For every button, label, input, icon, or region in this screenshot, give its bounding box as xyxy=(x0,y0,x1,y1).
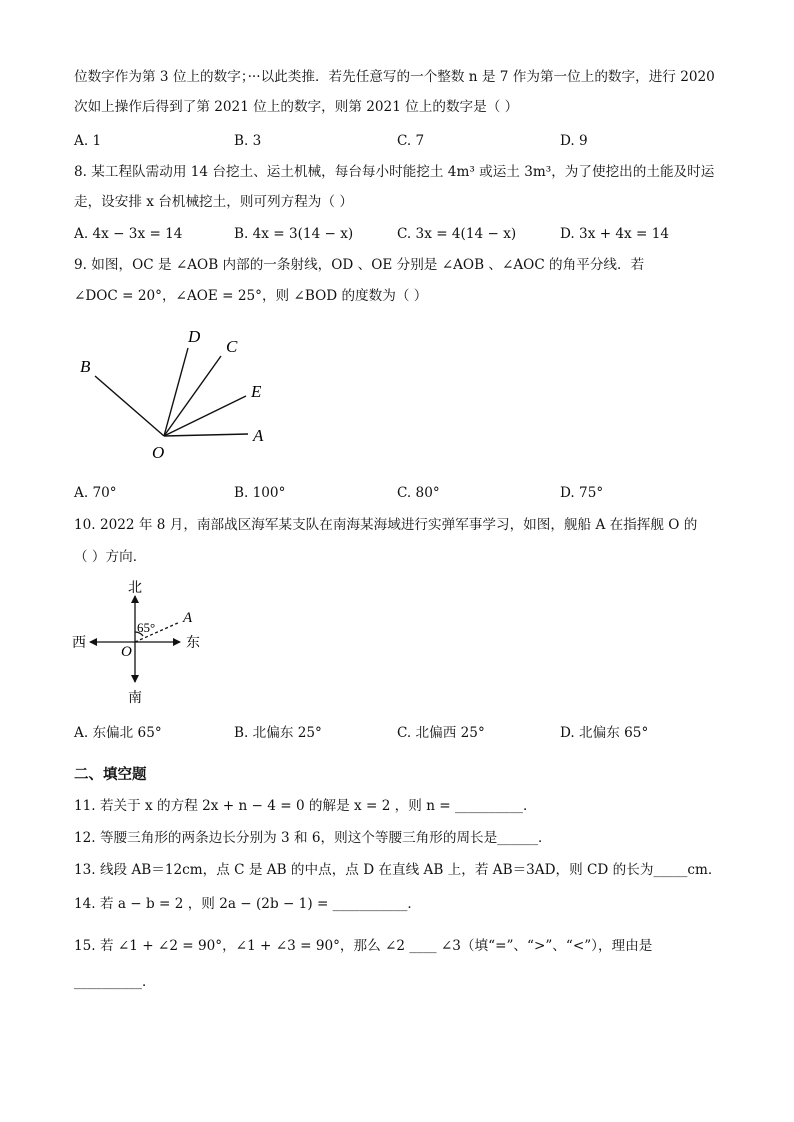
q9-option-d[interactable]: D. 75° xyxy=(560,485,604,501)
q10-option-d[interactable]: D. 北偏东 65° xyxy=(560,725,649,741)
section-title: 二、填空题 xyxy=(74,766,147,783)
q10-option-c[interactable]: C. 北偏西 25° xyxy=(397,725,485,741)
q7-option-b[interactable]: B. 3 xyxy=(234,133,262,149)
q9-option-b[interactable]: B. 100° xyxy=(234,485,286,501)
q11-text: 11. 若关于 x 的方程 2x + n − 4 = 0 的解是 x = 2 ，则 n = __________． xyxy=(74,798,537,814)
label-o: O xyxy=(121,644,132,660)
q10-compass-figure xyxy=(66,574,216,710)
q10-line-2: （ ）方向． xyxy=(74,549,147,565)
q7-option-c[interactable]: C. 7 xyxy=(397,133,425,149)
q10-line-1: 10. 2022 年 8 月，南部战区海军某支队在南海某海域进行实弹军事学习，如图，舰船 A 在指挥舰 O 的 xyxy=(74,517,698,533)
q8-option-a[interactable]: A. 4x − 3x = 14 xyxy=(74,226,183,242)
ray-ob xyxy=(95,376,164,436)
ray-od xyxy=(164,348,188,436)
q10-option-a[interactable]: A. 东偏北 65° xyxy=(74,725,162,741)
q7-option-d[interactable]: D. 9 xyxy=(560,133,588,149)
q7-option-a[interactable]: A. 1 xyxy=(74,133,102,149)
q9-line-1: 9. 如图，OC 是 ∠AOB 内部的一条射线，OD 、OE 分别是 ∠AOB 、∠AOC 的角平分线．若 xyxy=(74,257,645,273)
label-north: 北 xyxy=(128,581,142,596)
q9-option-c[interactable]: C. 80° xyxy=(397,485,440,501)
q9-angle-figure xyxy=(70,320,280,470)
q13-text: 13. 线段 AB＝12cm，点 C 是 AB 的中点，点 D 在直线 AB 上，若 AB＝3AD，则 CD 的长为_____cm． xyxy=(74,862,722,878)
ray-oa xyxy=(164,434,248,436)
q8-line-2: 走，设安排 x 台机械挖土，则可列方程为（ ） xyxy=(74,194,353,210)
q15-line-2: __________． xyxy=(74,974,156,990)
q9-line-2: ∠DOC = 20°，∠AOE = 25°，则 ∠BOD 的度数为（ ） xyxy=(74,288,428,304)
label-south: 南 xyxy=(128,691,142,706)
q7-line-2: 次如上操作后得到了第 2021 位上的数字，则第 2021 位上的数字是（ ） xyxy=(74,99,519,115)
q7-line-1: 位数字作为第 3 位上的数字；···以此类推．若先任意写的一个整数 n 是 7 作为第一位上的数字，进行 2020 xyxy=(74,69,715,85)
q8-option-c[interactable]: C. 3x = 4(14 − x) xyxy=(397,226,517,242)
q9-option-a[interactable]: A. 70° xyxy=(74,485,117,501)
label-a: A xyxy=(183,610,193,626)
q14-text: 14. 若 a − b = 2 ，则 2a − (2b − 1) = ___________． xyxy=(74,896,422,912)
ray-oe xyxy=(164,396,246,436)
label-o: O xyxy=(152,443,165,462)
label-east: 东 xyxy=(186,636,200,651)
label-b: B xyxy=(80,357,91,376)
q15-line-1: 15. 若 ∠1 + ∠2 = 90°，∠1 + ∠3 = 90°，那么 ∠2 ____ ∠3（填“=”、“>”、“<”），理由是 xyxy=(74,938,653,954)
q8-option-d[interactable]: D. 3x + 4x = 14 xyxy=(560,226,670,242)
label-west: 西 xyxy=(72,636,86,651)
q8-line-1: 8. 某工程队需动用 14 台挖土、运土机械，每台每小时能挖土 4m³ 或运土 3m³，为了使挖出的土能及时运 xyxy=(74,164,715,180)
q10-option-b[interactable]: B. 北偏东 25° xyxy=(234,725,322,741)
q12-text: 12. 等腰三角形的两条边长分别为 3 和 6，则这个等腰三角形的周长是______． xyxy=(74,830,552,846)
label-a: A xyxy=(253,426,264,445)
label-c: C xyxy=(226,337,238,356)
label-e: E xyxy=(251,382,262,401)
label-d: D xyxy=(188,327,201,346)
q8-option-b[interactable]: B. 4x = 3(14 − x) xyxy=(234,226,354,242)
label-angle: 65° xyxy=(137,620,156,635)
ray-oc xyxy=(164,356,221,436)
